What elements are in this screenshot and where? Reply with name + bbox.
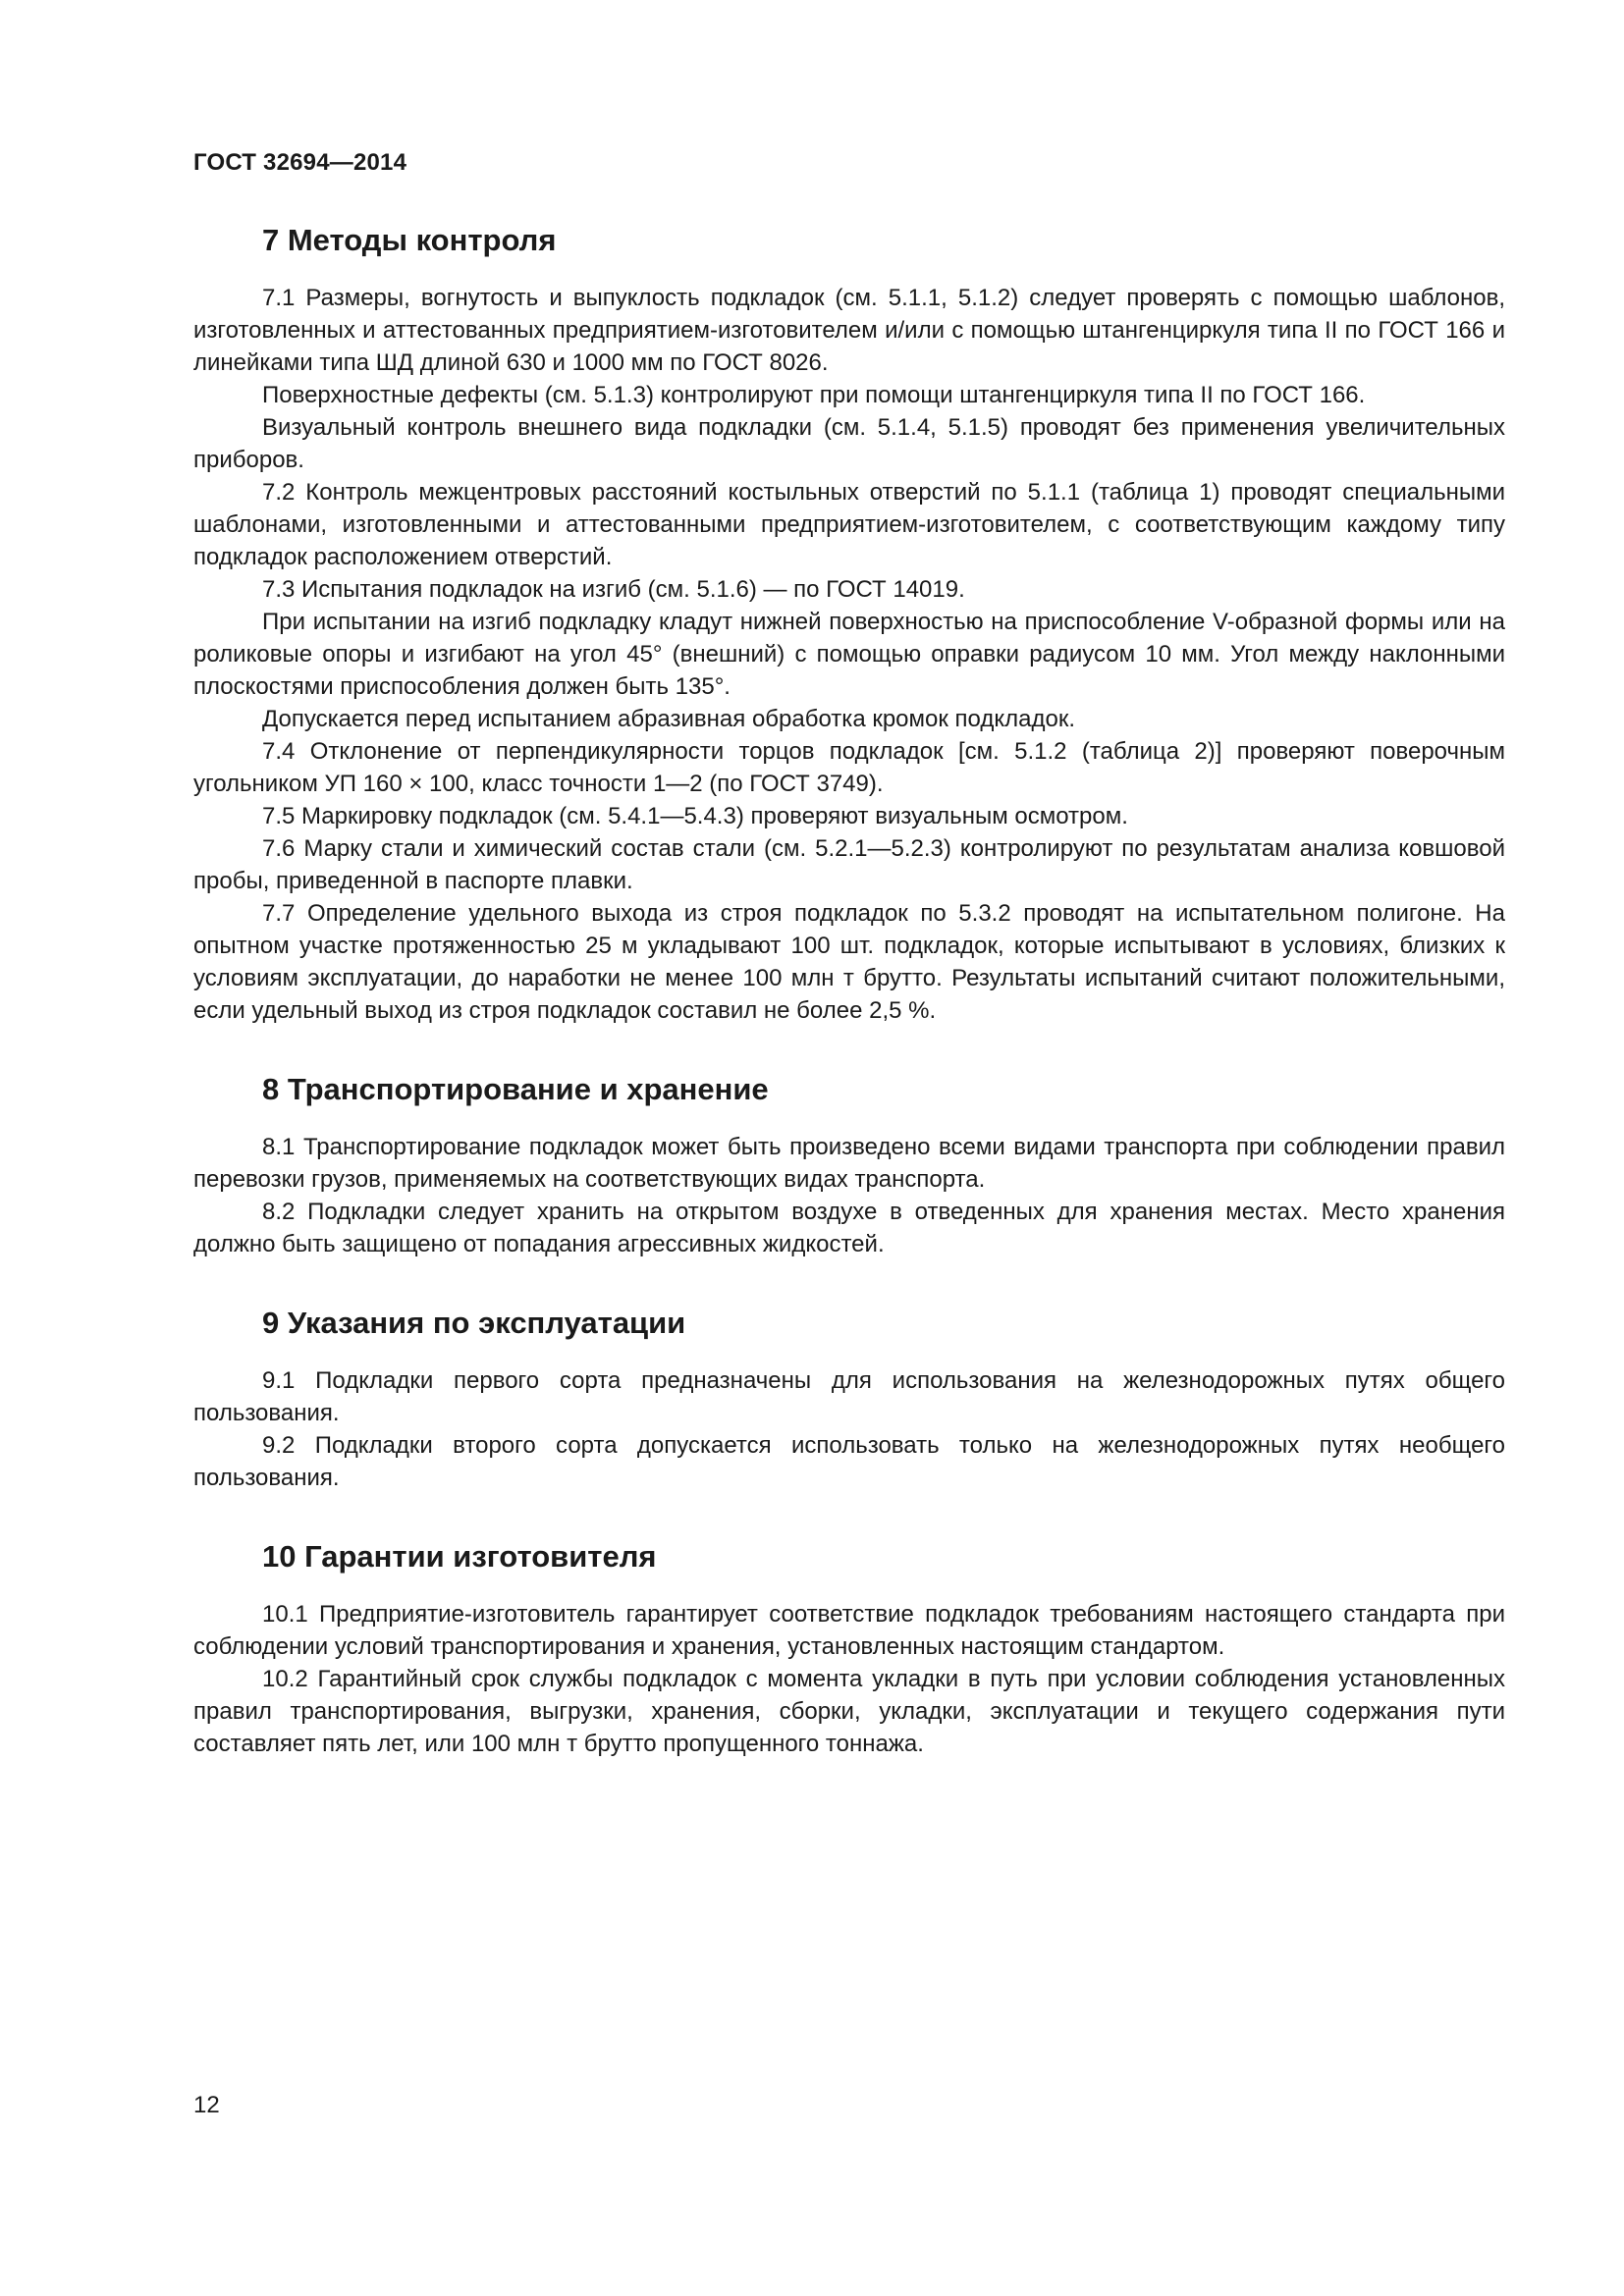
- paragraph: 10.2 Гарантийный срок службы подкладок с момента укладки в путь при условии соблюдения установленных правил транспортирования, выгрузки, хранения, сборки, укладки, эксплуатации и текущего содержания пути составляет пять лет, или 100 млн т брутто пропущенного тоннажа.: [193, 1666, 1505, 1757]
- document-header: ГОСТ 32694—2014: [193, 149, 407, 176]
- paragraph: 7.4 Отклонение от перпендикулярности торцов подкладок [см. 5.1.2 (таблица 2)] проверяют поверочным угольником УП 160 × 100, класс точности 1—2 (по ГОСТ 3749).: [193, 738, 1505, 797]
- paragraph: 8.2 Подкладки следует хранить на открытом воздухе в отведенных для хранения местах. Место хранения должно быть защищено от попадания агрессивных жидкостей.: [193, 1199, 1505, 1257]
- paragraph: Поверхностные дефекты (см. 5.1.3) контролируют при помощи штангенциркуля типа II по ГОСТ 166.: [262, 382, 1366, 408]
- section-title: 9 Указания по эксплуатации: [262, 1306, 686, 1340]
- section-control-methods: [193, 219, 1505, 1027]
- section-transport-storage: [193, 1068, 1505, 1260]
- paragraph: 9.1 Подкладки первого сорта предназначены для использования на железнодорожных путях общего пользования.: [193, 1367, 1505, 1426]
- paragraph: 7.2 Контроль межцентровых расстояний костыльных отверстий по 5.1.1 (таблица 1) проводят специальными шаблонами, изготовленными и аттестованными предприятием-изготовителем, с соответствующим каждому типу подкладок расположением отверстий.: [193, 479, 1505, 570]
- paragraph: Допускается перед испытанием абразивная обработка кромок подкладок.: [262, 706, 1075, 732]
- paragraph: 8.1 Транспортирование подкладок может быть произведено всеми видами транспорта при соблюдении правил перевозки грузов, применяемых на соответствующих видах транспорта.: [193, 1134, 1505, 1193]
- section-title: 10 Гарантии изготовителя: [262, 1539, 657, 1574]
- paragraph: 10.1 Предприятие-изготовитель гарантирует соответствие подкладок требованиям настоящего стандарта при соблюдении условий транспортирования и хранения, установленных настоящим стандартом.: [193, 1601, 1505, 1660]
- paragraph: 7.6 Марку стали и химический состав стали (см. 5.2.1—5.2.3) контролируют по результатам анализа ковшовой пробы, приведенной в паспорте плавки.: [193, 835, 1505, 894]
- section-manufacturer-warranty: [193, 1535, 1505, 1760]
- section-title: 8 Транспортирование и хранение: [262, 1072, 769, 1106]
- paragraph: 7.3 Испытания подкладок на изгиб (см. 5.1.6) — по ГОСТ 14019.: [262, 576, 965, 603]
- paragraph: 7.7 Определение удельного выхода из строя подкладок по 5.3.2 проводят на испытательном полигоне. На опытном участке протяженностью 25 м укладывают 100 шт. подкладок, которые испытывают в условиях, близких к условиям эксплуатации, до наработки не менее 100 млн т брутто. Результаты испытаний считают положительными, если удельный выход из строя подкладок составил не более 2,5 %.: [193, 900, 1505, 1024]
- paragraph: 7.1 Размеры, вогнутость и выпуклость подкладок (см. 5.1.1, 5.1.2) следует проверять с помощью шаблонов, изготовленных и аттестованных предприятием-изготовителем и/или с помощью штангенциркуля типа II по ГОСТ 166 и линейками типа ШД длиной 630 и 1000 мм по ГОСТ 8026.: [193, 285, 1505, 376]
- document-body: [193, 219, 1505, 1760]
- page-number: 12: [193, 2092, 220, 2118]
- section-operation-instructions: [193, 1302, 1505, 1494]
- paragraph: 7.5 Маркировку подкладок (см. 5.4.1—5.4.3) проверяют визуальным осмотром.: [262, 803, 1128, 829]
- paragraph: При испытании на изгиб подкладку кладут нижней поверхностью на приспособление V-образной формы или на роликовые опоры и изгибают на угол 45° (внешний) с помощью оправки радиусом 10 мм. Угол между наклонными плоскостями приспособления должен быть 135°.: [193, 609, 1505, 700]
- paragraph: 9.2 Подкладки второго сорта допускается использовать только на железнодорожных путях необщего пользования.: [193, 1432, 1505, 1491]
- section-title: 7 Методы контроля: [262, 223, 557, 257]
- paragraph: Визуальный контроль внешнего вида подкладки (см. 5.1.4, 5.1.5) проводят без применения увеличительных приборов.: [193, 414, 1505, 473]
